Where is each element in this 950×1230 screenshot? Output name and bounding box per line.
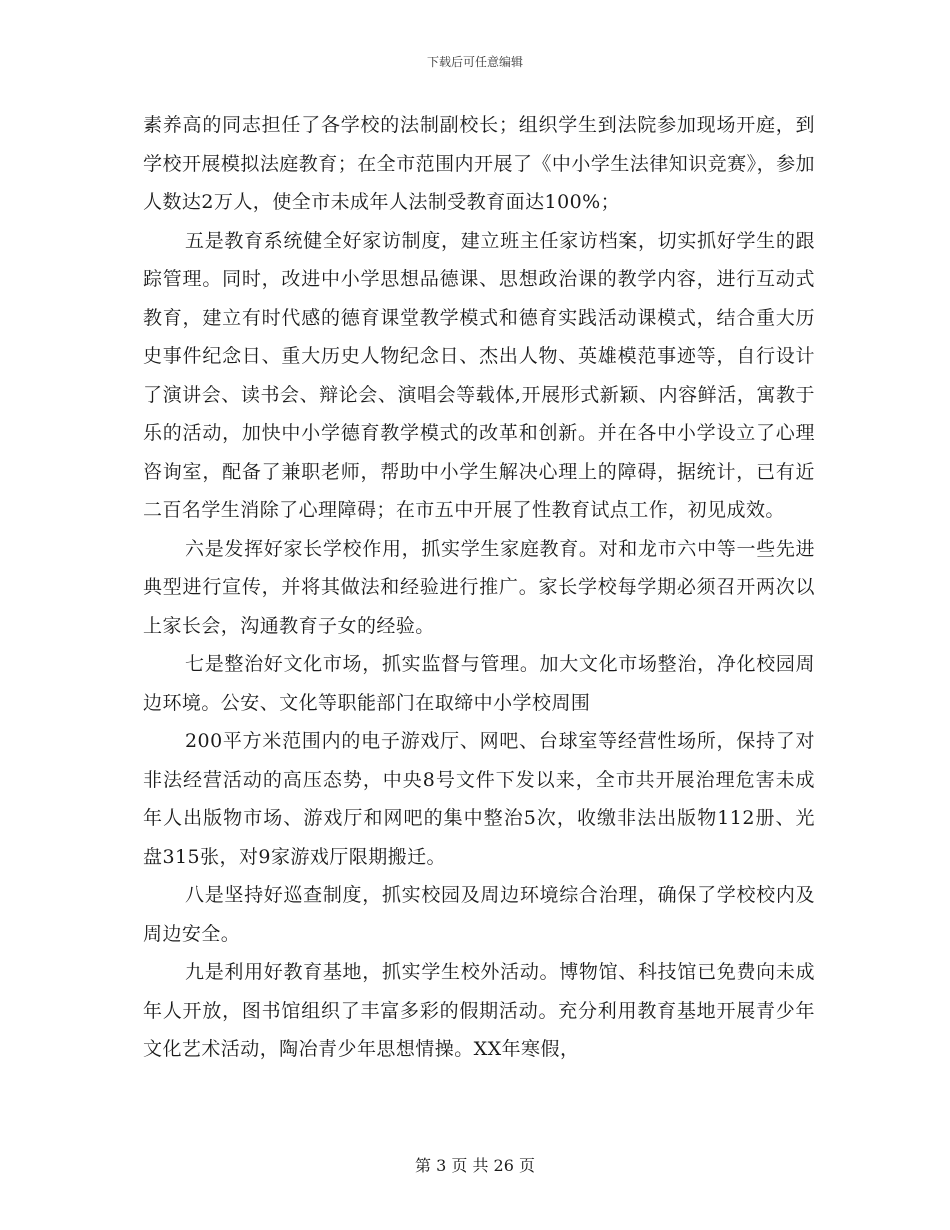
paragraph-item-7: 七是整治好文化市场，抓实监督与管理。加大文化市场整治，净化校园周边环境。公安、文化等职能部门在取缔中小学校周围 <box>143 653 815 714</box>
paragraph-item-6: 六是发挥好家长学校作用，抓实学生家庭教育。对和龙市六中等一些先进典型进行宣传，并将其做法和经验进行推广。家长学校每学期必须召开两次以上家长会，沟通教育子女的经验。 <box>143 537 815 637</box>
paragraph-item-8: 八是坚持好巡查制度，抓实校园及周边环境综合治理，确保了学校校内及周边安全。 <box>143 884 815 945</box>
paragraph-item-7-continued: 200平方米范围内的电子游戏厅、网吧、台球室等经营性场所，保持了对非法经营活动的高压态势，中央8号文件下发以来，全市共开展治理危害未成年人出版物市场、游戏厅和网吧的集中整治5次，收缴非法出版物112册、光盘315张，对9家游戏厅限期搬迁。 <box>143 730 815 868</box>
paragraph-item-5: 五是教育系统健全好家访制度，建立班主任家访档案，切实抓好学生的跟踪管理。同时，改进中小学思想品德课、思想政治课的教学内容，进行互动式教育，建立有时代感的德育课堂教学模式和德育实践活动课模式，结合重大历史事件纪念日、重大历史人物纪念日、杰出人物、英雄模范事迹等，自行设计了演讲会、读书会、辩论会、演唱会等载体,开展形式新颖、内容鲜活，寓教于乐的活动，加快中小学德育教学模式的改革和创新。并在各中小学设立了心理咨询室，配备了兼职老师，帮助中小学生解决心理上的障碍，据统计，已有近二百名学生消除了心理障碍；在市五中开展了性教育试点工作，初见成效。 <box>143 229 815 521</box>
page-header-note: 下载后可任意编辑 <box>426 55 523 69</box>
paragraph-continued: 素养高的同志担任了各学校的法制副校长；组织学生到法院参加现场开庭，到学校开展模拟法庭教育；在全市范围内开展了《中小学生法律知识竞赛》，参加人数达2万人，使全市未成年人法制受教育面达100%； <box>143 114 815 213</box>
paragraph-item-9: 九是利用好教育基地，抓实学生校外活动。博物馆、科技馆已免费向未成年人开放，图书馆组织了丰富多彩的假期活动。充分利用教育基地开展青少年文化艺术活动，陶冶青少年思想情操。XX年寒假， <box>143 961 815 1060</box>
page-number: 第 3 页 共 26 页 <box>415 1156 535 1175</box>
document-body <box>143 106 815 1069</box>
